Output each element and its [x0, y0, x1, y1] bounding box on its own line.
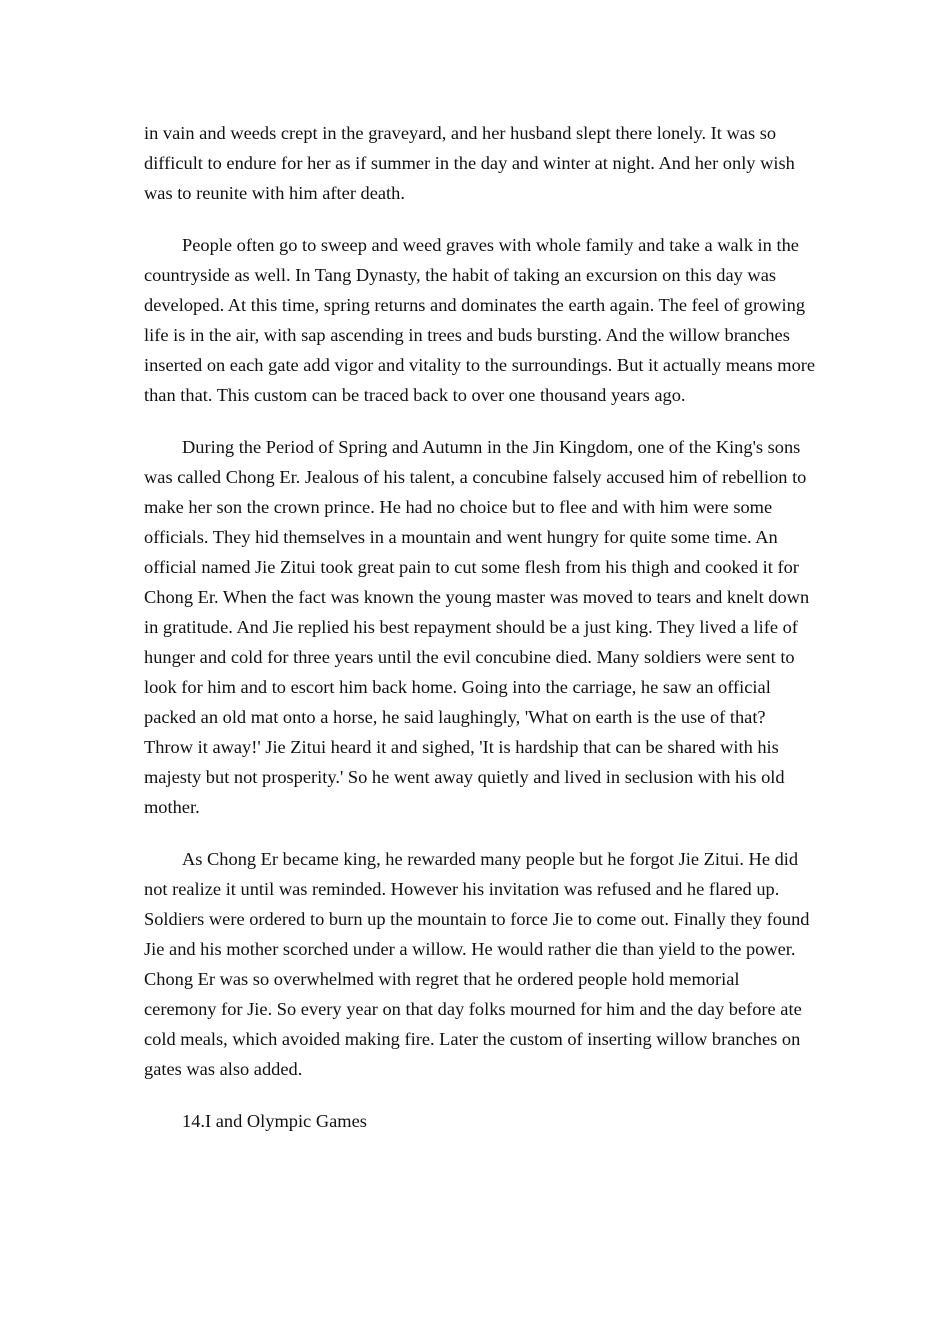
paragraph-continuation: in vain and weeds crept in the graveyard, and her husband slept there lonely. It was so difficult to endure for her as if summer in the day and winter at night. And her only wish was to reunite with him after death. [144, 123, 795, 203]
document-page [144, 118, 816, 1158]
section-heading: 14.I and Olympic Games [182, 1111, 367, 1131]
paragraph-chong-er-exile: During the Period of Spring and Autumn in the Jin Kingdom, one of the King's sons was called Chong Er. Jealous of his talent, a concubine falsely accused him of rebellion to make her son the crown prince. He had no choice but to flee and with him were some officials. They hid themselves in a mountain and went hungry for quite some time. An official named Jie Zitui took great pain to cut some flesh from his thigh and cooked it for Chong Er. When the fact was known the young master was moved to tears and knelt down in gratitude. And Jie replied his best repayment should be a just king. They lived a life of hunger and cold for three years until the evil concubine died. Many soldiers were sent to look for him and to escort him back home. Going into the carriage, he saw an official packed an old mat onto a horse, he said laughingly, 'What on earth is the use of that? Throw it away!' Jie Zitui heard it and sighed, 'It is hardship that can be shared with his majesty but not prosperity.' So he went away quietly and lived in seclusion with his old mother. [144, 437, 810, 817]
paragraph-tomb-sweeping: People often go to sweep and weed graves with whole family and take a walk in the countryside as well. In Tang Dynasty, the habit of taking an excursion on this day was developed. At this time, spring returns and dominates the earth again. The feel of growing life is in the air, with sap ascending in trees and buds bursting. And the willow branches inserted on each gate add vigor and vitality to the surroundings. But it actually means more than that. This custom can be traced back to over one thousand years ago. [144, 235, 816, 405]
paragraph-jie-zitui-memorial: As Chong Er became king, he rewarded many people but he forgot Jie Zitui. He did not realize it until was reminded. However his invitation was refused and he flared up. Soldiers were ordered to burn up the mountain to force Jie to come out. Finally they found Jie and his mother scorched under a willow. He would rather die than yield to the power. Chong Er was so overwhelmed with regret that he ordered people hold memorial ceremony for Jie. So every year on that day folks mourned for him and the day before ate cold meals, which avoided making fire. Later the custom of inserting willow branches on gates was also added. [144, 849, 810, 1079]
